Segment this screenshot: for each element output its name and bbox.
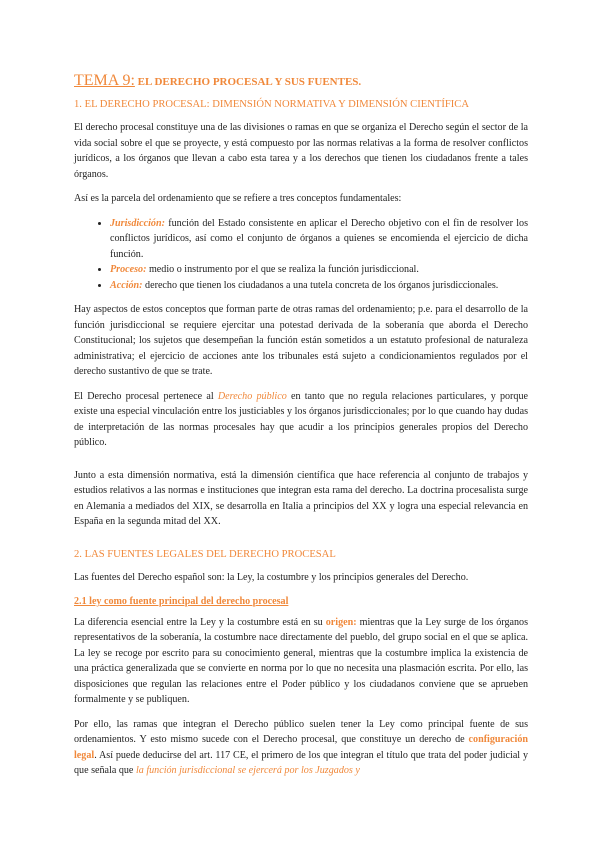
list-item-proceso <box>110 262 528 278</box>
p3-text-c: . Así puede deducirse del art. 117 CE, el primero de los que integran el título que trata del poder judicial y que señala que <box>74 749 528 776</box>
page-title <box>74 72 528 91</box>
p2-text-c: mientras que la Ley surge de los órganos representativos de la soberanía, la costumbre nace directamente del pueblo, del grupo social en el que se aplica. La ley se recoge por escrito para su conocimiento general, mientras que la costumbre implica la existencia de una práctica generalizada que se convierte en norma por lo que no necesita una plasmación escrita. Por ello, las disposiciones que regulan las relaciones entre el Poder público y los ciudadanos conviene que se aprueben formalmente y se publiquen. <box>74 616 528 705</box>
section-2-paragraph-3 <box>74 717 528 779</box>
p4-text-c: en tanto que no regula relaciones particulares, y porque existe una especial vinculación entre los justiciables y los órganos jurisdiccionales; por lo que cuando hay dudas de interpretación de las normas procesales hay que acudir a los principios generales propios del Derecho público. <box>74 390 528 448</box>
section-1-paragraph-2: Así es la parcela del ordenamiento que se refiere a tres conceptos fundamentales: <box>74 193 402 204</box>
p2-text-a: La diferencia esencial entre la Ley y la costumbre está en su <box>74 616 326 628</box>
section-1-paragraph-4 <box>74 389 528 451</box>
subsection-2-1-heading: 2.1 ley como fuente principal del derecho procesal <box>74 596 289 607</box>
section-2-heading: 2. LAS FUENTES LEGALES DEL DERECHO PROCESAL <box>74 548 336 560</box>
definition-proceso: medio o instrumento por el que se realiza la función jurisdiccional. <box>146 264 419 275</box>
term-accion: Acción: <box>110 279 143 291</box>
section-2-paragraph-1: Las fuentes del Derecho español son: la Ley, la costumbre y los principios generales del Derecho. <box>74 571 469 583</box>
document-content <box>74 72 528 788</box>
section-1-paragraph-1: El derecho procesal constituye una de las divisiones o ramas en que se organiza el Derecho según el sector de la vida social sobre el que se proyecte, y está compuesto por las normas relativas a la forma de resolver conflictos jurídicos, a los órganos que llevan a cabo esta tarea y a los derechos que tienen los ciudadanos frente a tales órganos. <box>74 122 528 180</box>
term-jurisdiccion: Jurisdicción: <box>110 217 165 229</box>
spacer <box>74 460 528 468</box>
term-origen: origen: <box>325 616 357 628</box>
p4-text-a: El Derecho procesal pertenece al <box>74 390 218 402</box>
list-item-accion <box>110 278 528 294</box>
section-1-paragraph-5: Junto a esta dimensión normativa, está la dimensión científica que hace referencia al conjunto de trabajos y estudios relativos a las normas e instituciones que integran esta rama del derecho. La doctrina procesalista surge en Alemania a mediados del XIX, se desarrolla en Italia a principios del XX y logra una especial relevancia en España en la segunda mitad del XX. <box>74 469 528 527</box>
section-1-heading: 1. EL DERECHO PROCESAL: DIMENSIÓN NORMATIVA Y DIMENSIÓN CIENTÍFICA <box>74 99 470 110</box>
quote-funcion-jurisdiccional: la función jurisdiccional se ejercerá por los Juzgados y <box>135 765 360 776</box>
term-derecho-publico: Derecho público <box>217 390 287 402</box>
term-configuracion-legal: configuración legal <box>74 734 528 761</box>
list-item-jurisdiccion <box>110 216 528 263</box>
title-text: EL DERECHO PROCESAL Y SUS FUENTES. <box>134 76 362 88</box>
section-2-paragraph-2 <box>74 615 528 708</box>
title-number: TEMA 9: <box>74 72 135 89</box>
definition-jurisdiccion: función del Estado consistente en aplicar el Derecho objetivo con el fin de resolver los conflictos jurídicos, así como el conjunto de órganos a quienes se encomienda el ejercicio de dicha función. <box>110 217 528 260</box>
definition-accion: derecho que tienen los ciudadanos a una tutela concreta de los órganos jurisdiccionales. <box>142 279 499 291</box>
section-1-paragraph-3: Hay aspectos de estos conceptos que forman parte de otras ramas del ordenamiento; p.e. para el desarrollo de la función jurisdiccional se requiere ejercitar una potestad derivada de la soberanía que aborda el Derecho Constitucional; los sujetos que desempeñan la función están sometidos a un estatuto profesional de naturaleza administrativa; el ejercicio de acciones ante los tribunales está sujeto a condicionamientos regulados por el derecho sustantivo de que se trate. <box>74 304 528 377</box>
concepts-list <box>74 216 528 294</box>
spacer <box>74 539 528 547</box>
p3-text-a: Por ello, las ramas que integran el Derecho público suelen tener la Ley como principal fuente de sus ordenamientos. Y esto mismo sucede con el Derecho procesal, que constituye un derecho de <box>74 718 528 745</box>
term-proceso: Proceso: <box>110 264 147 275</box>
